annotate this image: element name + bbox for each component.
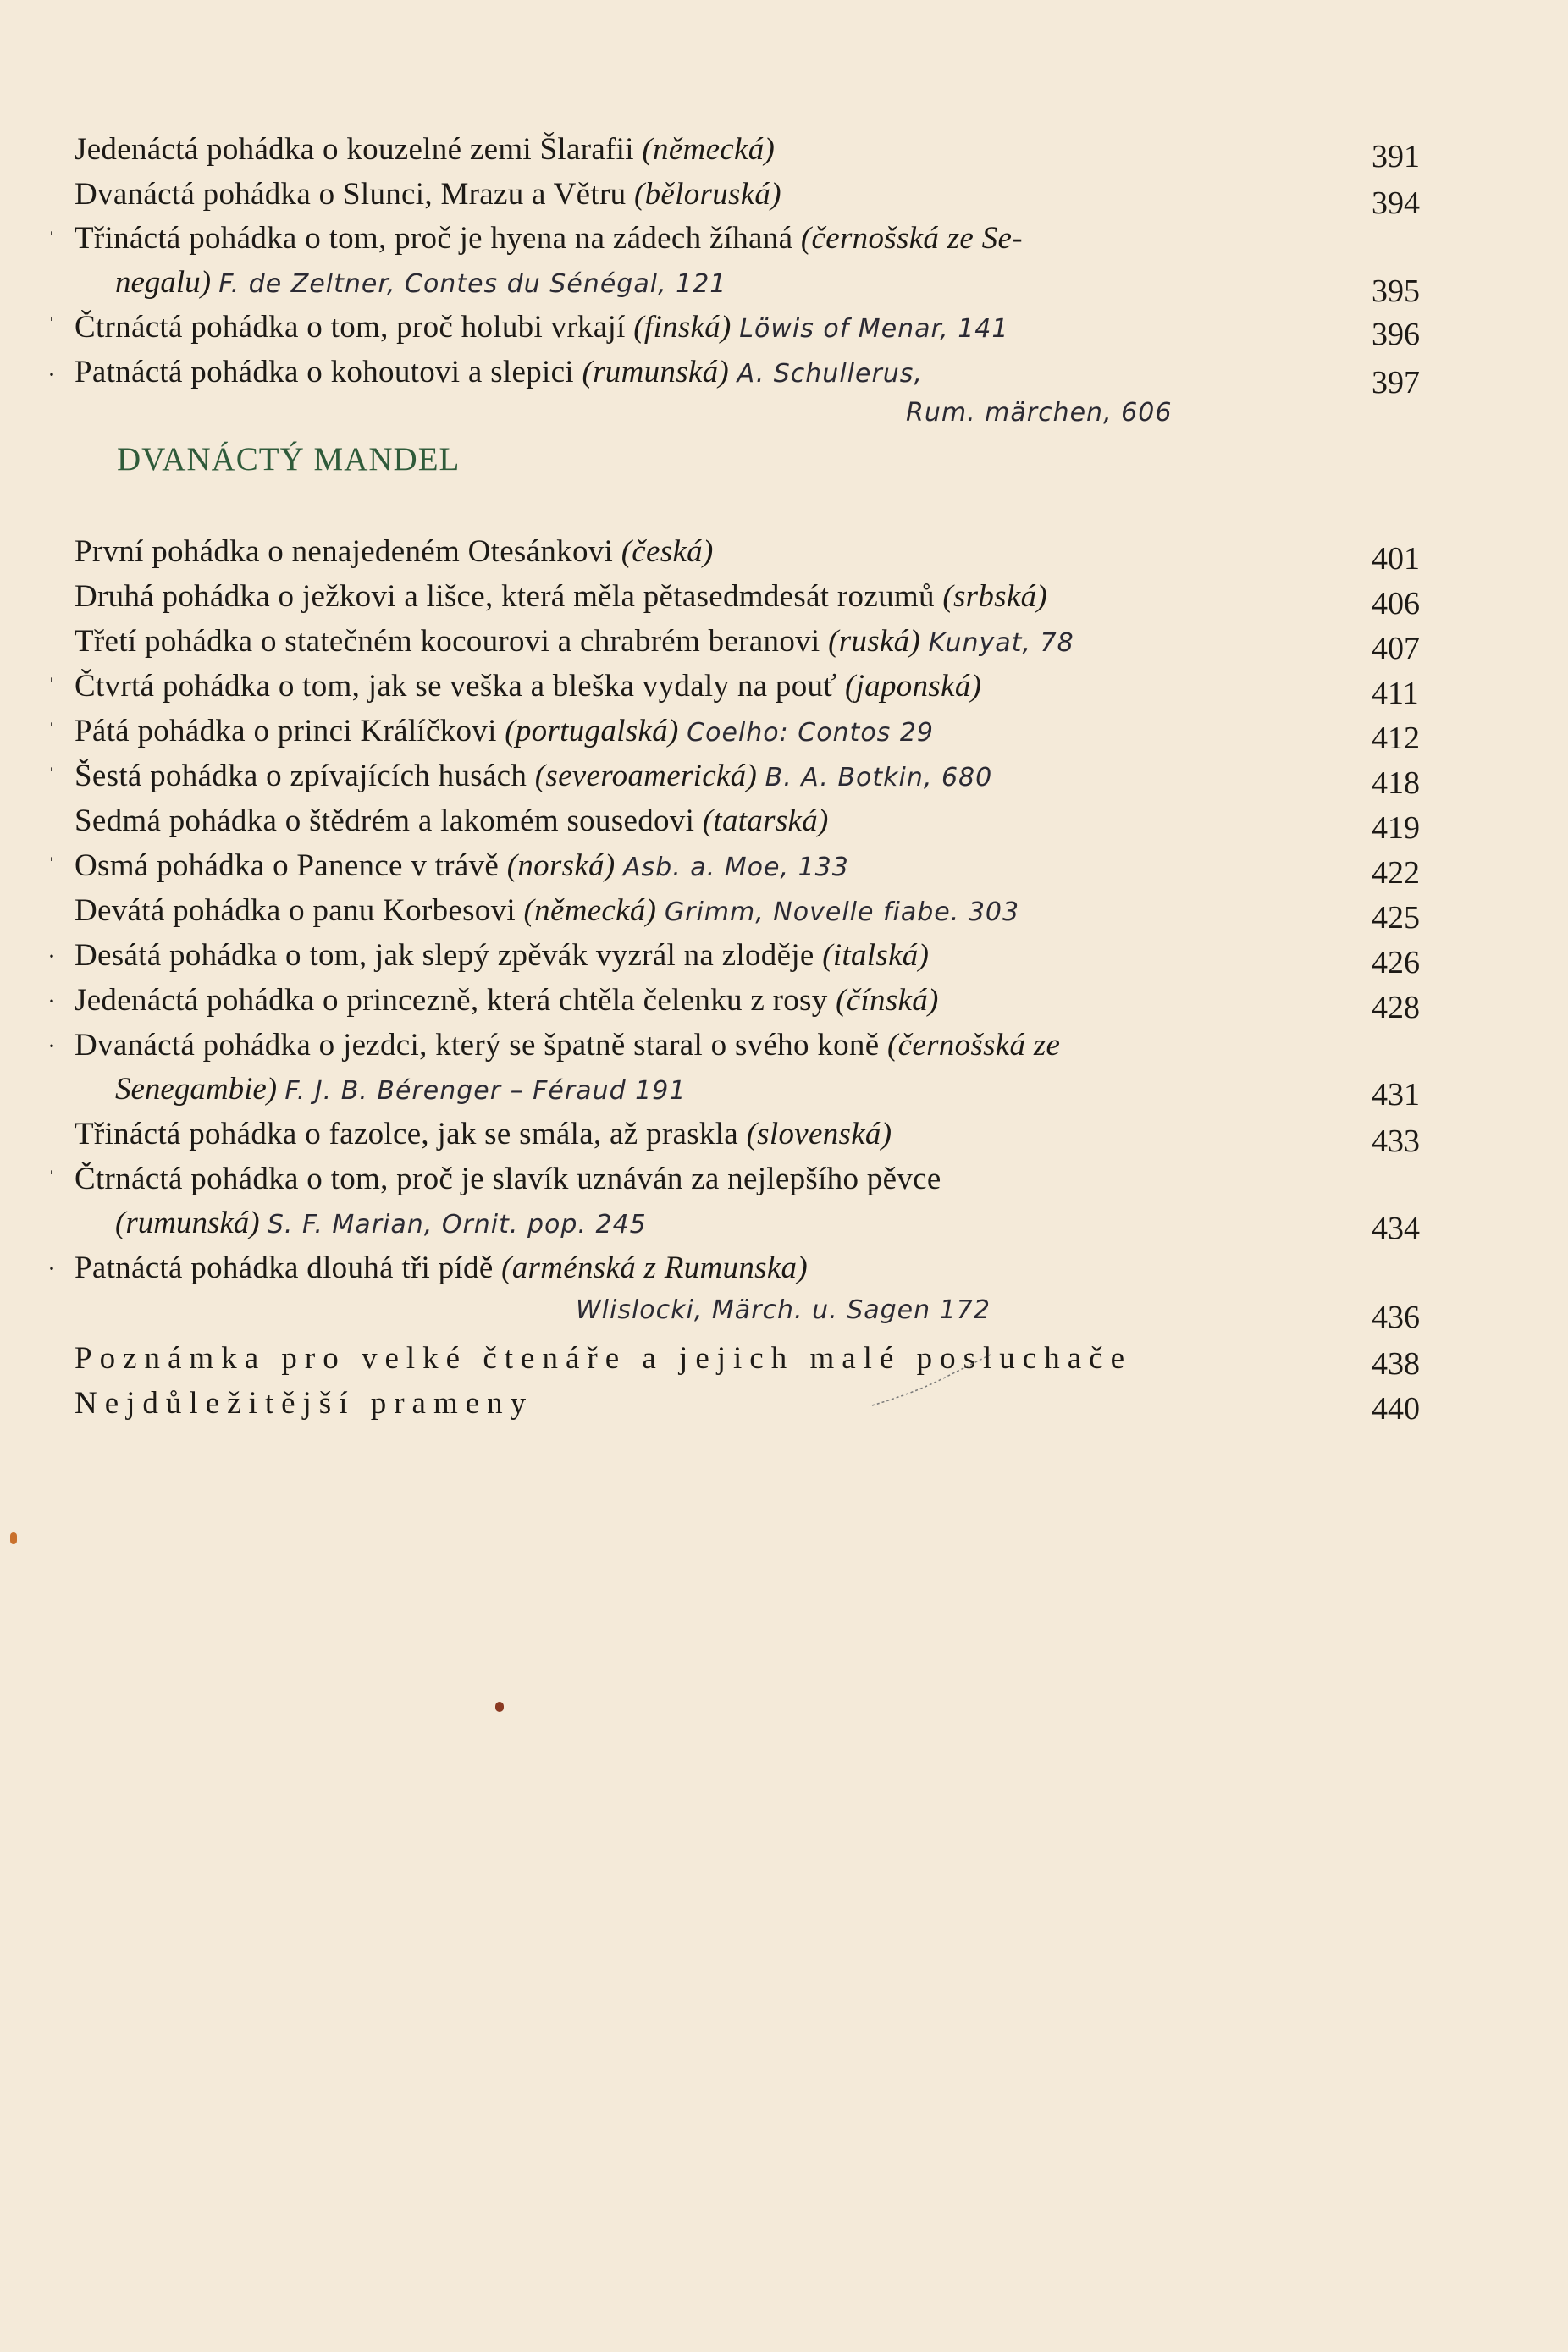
handwritten-note-line2: Rum. märchen, 606 bbox=[906, 398, 1173, 428]
pencil-tick-mark: · bbox=[47, 361, 56, 389]
entry-title-line bbox=[75, 309, 1008, 348]
entry-continuation: (rumunská) bbox=[115, 1206, 260, 1240]
entry-origin: (běloruská) bbox=[633, 177, 781, 212]
handwritten-note: F. de Zeltner, Contes du Sénégal, 121 bbox=[218, 269, 727, 299]
entry-origin: (černošská ze bbox=[887, 1028, 1061, 1063]
entry-origin: (černošská ze Se- bbox=[800, 221, 1023, 256]
pencil-tick-mark: ˈ bbox=[47, 853, 56, 881]
entry-title-line bbox=[75, 937, 929, 974]
entry-origin: (česká) bbox=[621, 534, 714, 569]
entry-title-line bbox=[75, 354, 923, 393]
page-speck bbox=[10, 1532, 17, 1544]
entry-title-line bbox=[75, 847, 849, 886]
entry-origin: (německá) bbox=[523, 893, 657, 928]
entry-title: Šestá pohádka o zpívajících husách bbox=[75, 759, 527, 793]
section-heading: DVANÁCTÝ MANDEL bbox=[117, 441, 461, 478]
entry-origin: (německá) bbox=[642, 132, 776, 167]
entry-title: Patnáctá pohádka o kohoutovi a slepici bbox=[75, 355, 574, 389]
entry-title-line bbox=[75, 668, 981, 705]
entry-title-line bbox=[75, 982, 939, 1019]
entry-title-line bbox=[75, 131, 775, 168]
entry-title-line bbox=[75, 758, 992, 797]
handwritten-note: F. J. B. Bérenger – Féraud 191 bbox=[284, 1076, 687, 1106]
entry-page-number: 440 bbox=[1372, 1391, 1420, 1427]
pencil-tick-mark: · bbox=[47, 942, 56, 970]
entry-page-number: 426 bbox=[1372, 945, 1420, 980]
pencil-tick-mark: ˈ bbox=[47, 673, 56, 701]
entry-title-line bbox=[75, 623, 1074, 662]
entry-origin: (italská) bbox=[822, 938, 930, 973]
entry-page-number: 436 bbox=[1372, 1300, 1420, 1335]
entry-title: Čtrnáctá pohádka o tom, proč holubi vrkají bbox=[75, 310, 626, 345]
entry-origin: (rumunská) bbox=[582, 355, 730, 389]
entry-title: Nejdůležitější prameny bbox=[75, 1386, 534, 1421]
entry-page-number: 396 bbox=[1372, 317, 1420, 352]
pencil-tick-mark: ˈ bbox=[47, 718, 56, 746]
entry-continuation-line bbox=[115, 1205, 647, 1244]
entry-page-number: 418 bbox=[1372, 765, 1420, 801]
entry-page-number: 407 bbox=[1372, 631, 1420, 666]
pencil-tick-mark: ˈ bbox=[47, 312, 56, 340]
entry-title: Patnáctá pohádka dlouhá tři pídě bbox=[75, 1251, 494, 1285]
entry-title: Poznámka pro velké čtenáře a jejich malé posluchače bbox=[75, 1341, 1132, 1376]
entry-title: Jedenáctá pohádka o princezně, která chtěla čelenku z rosy bbox=[75, 983, 828, 1018]
entry-title-line bbox=[75, 533, 714, 571]
entry-title: Druhá pohádka o ježkovi a lišce, která měla pětasedmdesát rozumů bbox=[75, 579, 935, 614]
entry-page-number: 391 bbox=[1372, 139, 1420, 174]
page-speck bbox=[495, 1702, 504, 1712]
pencil-tick-mark: ˈ bbox=[47, 763, 56, 791]
entry-page-number: 406 bbox=[1372, 586, 1420, 621]
entry-page-number: 401 bbox=[1372, 541, 1420, 577]
entry-title: Třináctá pohádka o tom, proč je hyena na zádech žíhaná bbox=[75, 221, 793, 256]
handwritten-note: Coelho: Contos 29 bbox=[687, 718, 935, 748]
entry-title-line bbox=[75, 1027, 1060, 1064]
entry-continuation: negalu) bbox=[115, 265, 212, 300]
pencil-tick-mark: · bbox=[47, 1032, 56, 1060]
entry-title: Třetí pohádka o statečném kocourovi a chrabrém beranovi bbox=[75, 624, 820, 659]
pencil-tick-mark: ˈ bbox=[47, 1166, 56, 1194]
entry-page-number: 411 bbox=[1372, 676, 1419, 711]
handwritten-note: Wlislocki, Märch. u. Sagen 172 bbox=[576, 1295, 991, 1325]
entry-origin: (tatarská) bbox=[702, 803, 829, 838]
entry-title-line bbox=[75, 1385, 533, 1422]
entry-title-line bbox=[75, 578, 1047, 616]
toc-entry bbox=[0, 1250, 1568, 1335]
entry-page-number: 428 bbox=[1372, 990, 1420, 1025]
pencil-tick-mark: · bbox=[47, 987, 56, 1015]
entry-title: Devátá pohádka o panu Korbesovi bbox=[75, 893, 516, 928]
entry-origin: (slovenská) bbox=[746, 1117, 892, 1151]
entry-title-line bbox=[75, 892, 1019, 931]
handwritten-note: B. A. Botkin, 680 bbox=[765, 763, 993, 792]
entry-title-line bbox=[75, 220, 1023, 257]
handwritten-note: Kunyat, 78 bbox=[928, 628, 1074, 658]
entry-page-number: 395 bbox=[1372, 273, 1420, 309]
toc-entry bbox=[0, 1027, 1568, 1113]
entry-title: První pohádka o nenajedeném Otesánkovi bbox=[75, 534, 614, 569]
pencil-tick-mark: · bbox=[47, 1255, 56, 1283]
entry-title: Čtvrtá pohádka o tom, jak se veška a bleška vydaly na pouť bbox=[75, 669, 837, 704]
toc-entry bbox=[0, 220, 1568, 313]
handwritten-note: Asb. a. Moe, 133 bbox=[623, 853, 849, 882]
entry-title: Osmá pohádka o Panence v trávě bbox=[75, 848, 500, 883]
entry-origin: (finská) bbox=[633, 310, 732, 345]
entry-title: Desátá pohádka o tom, jak slepý zpěvák vyzrál na zloděje bbox=[75, 938, 814, 973]
entry-title: Pátá pohádka o princi Králíčkovi bbox=[75, 714, 497, 748]
handwritten-note: A. Schullerus, bbox=[737, 359, 923, 389]
entry-page-number: 434 bbox=[1372, 1211, 1420, 1246]
entry-origin: (norská) bbox=[506, 848, 616, 883]
entry-page-number: 438 bbox=[1372, 1346, 1420, 1382]
pencil-scribble bbox=[864, 1346, 999, 1414]
entry-title-line bbox=[75, 803, 829, 840]
entry-origin: (srbská) bbox=[942, 579, 1047, 614]
entry-origin: (arménská z Rumunska) bbox=[501, 1251, 808, 1285]
entry-origin: (ruská) bbox=[828, 624, 921, 659]
entry-continuation: Senegambie) bbox=[115, 1072, 278, 1107]
entry-origin: (čínská) bbox=[836, 983, 939, 1018]
entry-page-number: 394 bbox=[1372, 185, 1420, 221]
entry-title: Dvanáctá pohádka o jezdci, který se špatně staral o svého koně bbox=[75, 1028, 880, 1063]
entry-continuation-line bbox=[115, 1071, 686, 1110]
toc-entry bbox=[0, 1161, 1568, 1246]
entry-title-line bbox=[75, 713, 934, 752]
entry-title: Čtrnáctá pohádka o tom, proč je slavík uznáván za nejlepšího pěvce bbox=[75, 1162, 941, 1196]
entry-title-line bbox=[75, 176, 781, 213]
entry-page-number: 397 bbox=[1372, 365, 1420, 400]
entry-origin: (severoamerická) bbox=[534, 759, 758, 793]
entry-page-number: 425 bbox=[1372, 900, 1420, 936]
entry-page-number: 422 bbox=[1372, 855, 1420, 891]
entry-title-line bbox=[75, 1250, 808, 1287]
entry-title: Dvanáctá pohádka o Slunci, Mrazu a Větru bbox=[75, 177, 627, 212]
handwritten-note: Grimm, Novelle fiabe. 303 bbox=[664, 897, 1020, 927]
entry-page-number: 433 bbox=[1372, 1124, 1420, 1159]
entry-origin: (portugalská) bbox=[505, 714, 679, 748]
entry-title-line bbox=[75, 1161, 941, 1198]
entry-title-line bbox=[75, 1116, 892, 1153]
entry-page-number: 419 bbox=[1372, 810, 1420, 846]
toc-entry bbox=[0, 354, 1568, 439]
toc-entry bbox=[0, 1385, 1568, 1453]
entry-title: Jedenáctá pohádka o kouzelné zemi Šlarafii bbox=[75, 132, 634, 167]
entry-page-number: 431 bbox=[1372, 1077, 1420, 1113]
entry-title: Sedmá pohádka o štědrém a lakomém sousedovi bbox=[75, 803, 695, 838]
entry-page-number: 412 bbox=[1372, 721, 1420, 756]
handwritten-note: Löwis of Menar, 141 bbox=[739, 314, 1009, 344]
handwritten-note: S. F. Marian, Ornit. pop. 245 bbox=[267, 1210, 647, 1239]
entry-origin: (japonská) bbox=[845, 669, 982, 704]
entry-continuation-line bbox=[115, 264, 726, 303]
entry-title: Třináctá pohádka o fazolce, jak se smála, až praskla bbox=[75, 1117, 738, 1151]
pencil-tick-mark: ˈ bbox=[47, 227, 56, 255]
